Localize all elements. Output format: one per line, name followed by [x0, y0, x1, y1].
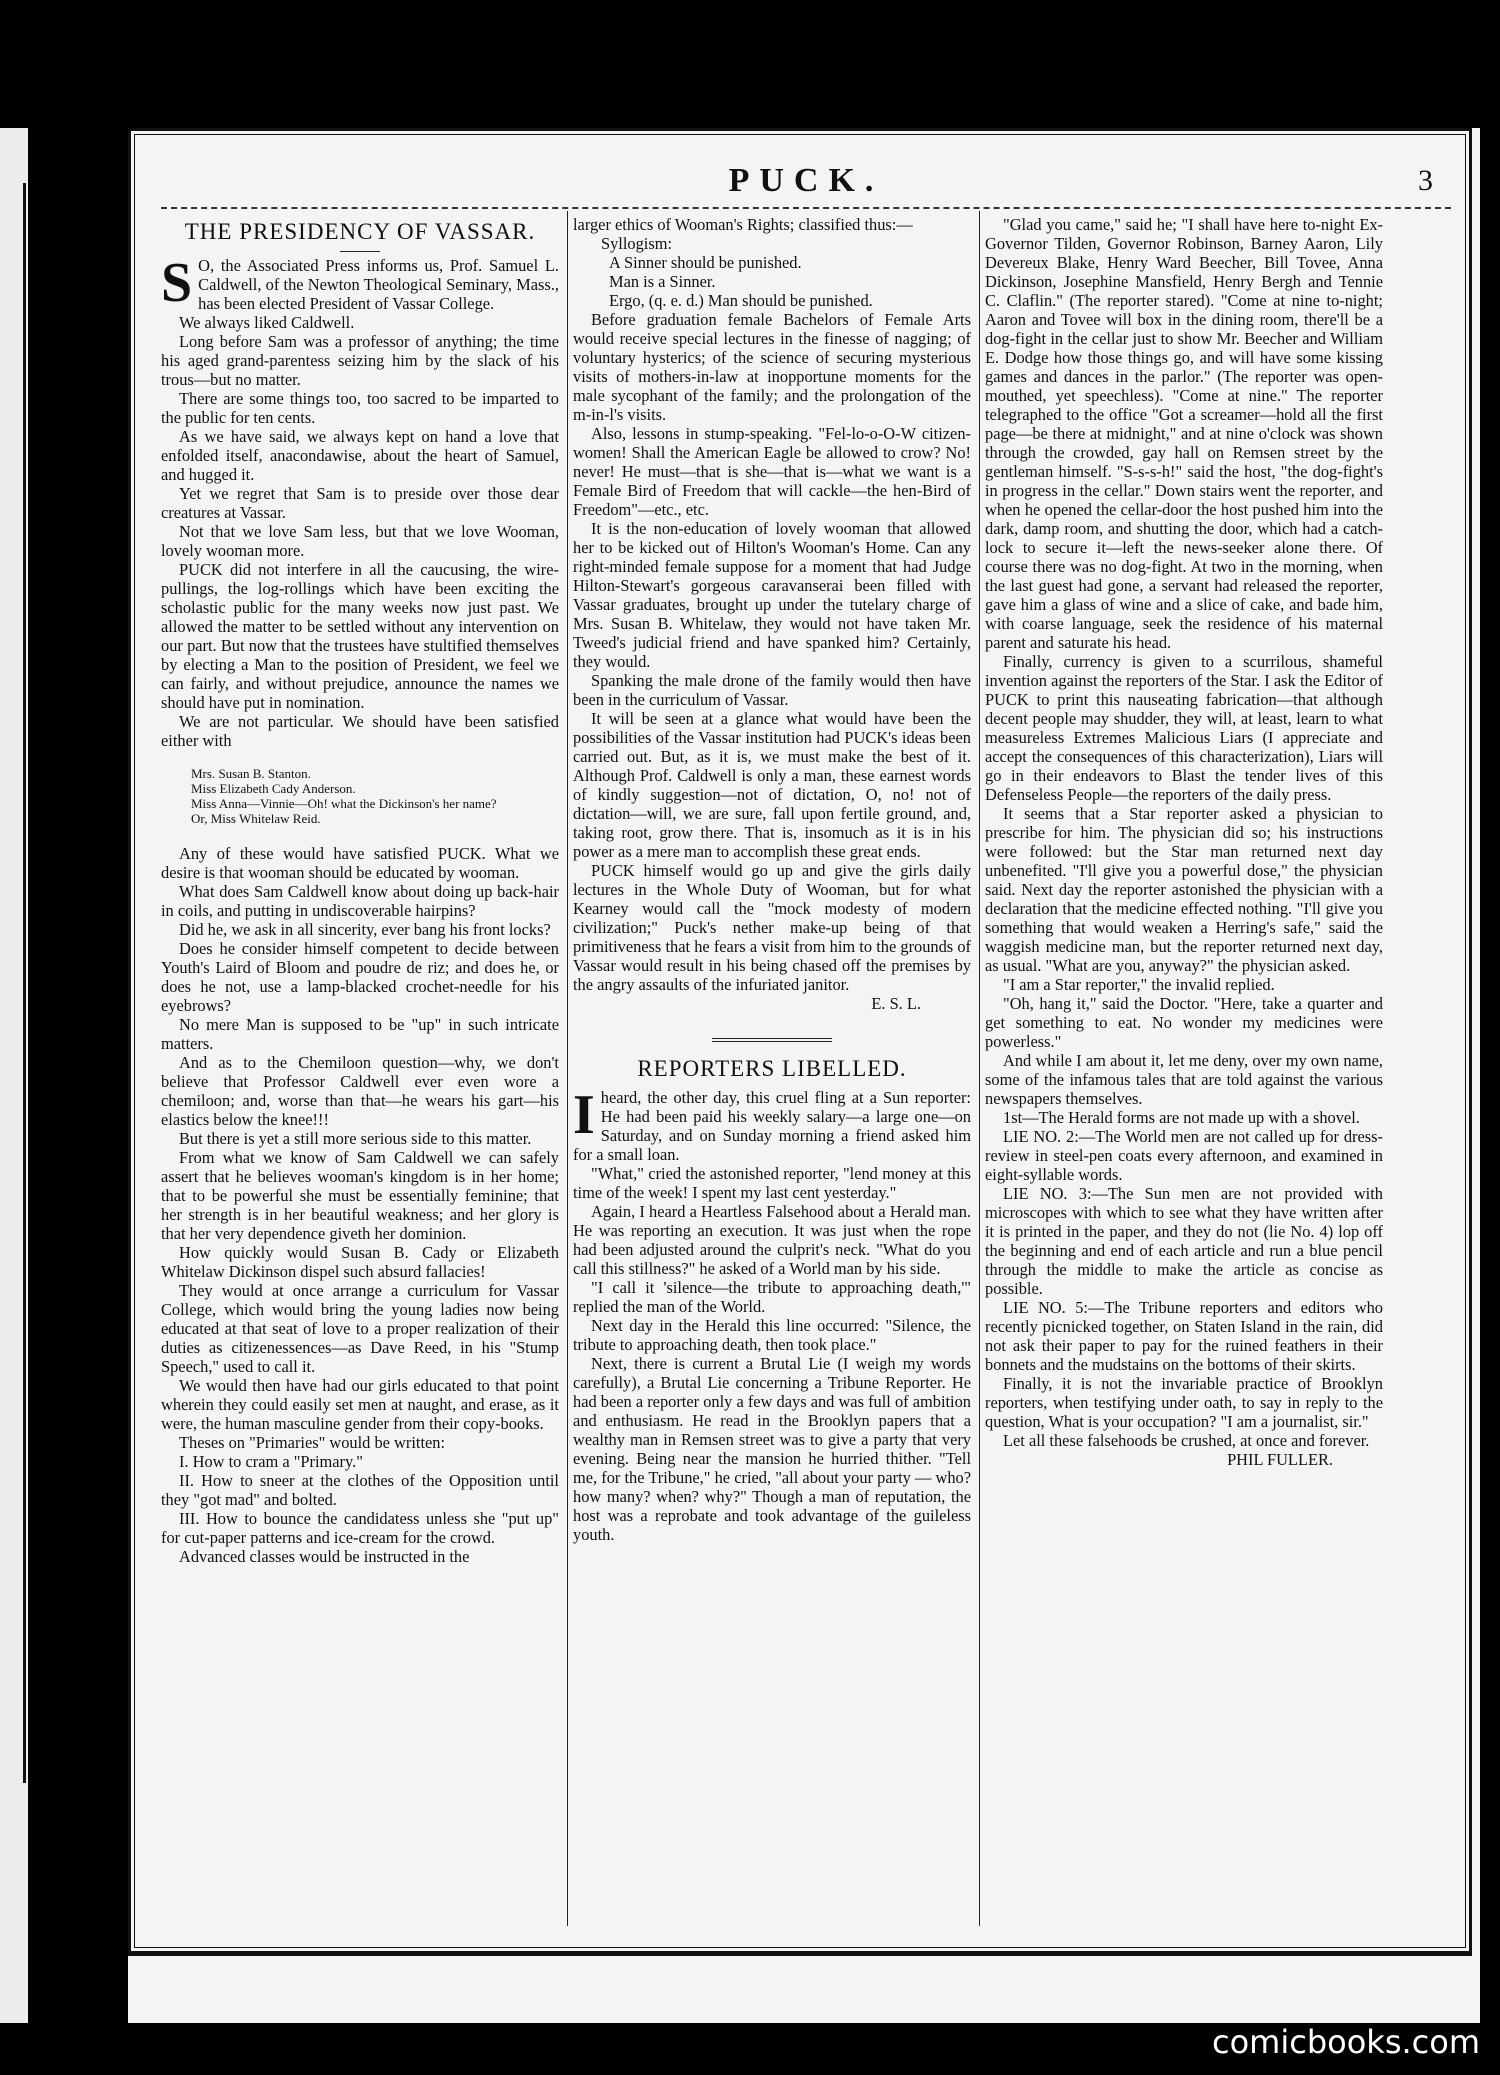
paragraph: Again, I heard a Heartless Falsehood about a Herald man. He was reporting an execution. It was just when the rope had been adjusted around the culprit's neck. "What do you call this stillness?" he asked of a World man by his side.	[573, 1202, 971, 1278]
paragraph: Long before Sam was a professor of anything; the time his aged grand-parentess seizing him by the slack of his trous—but no matter.	[161, 332, 559, 389]
paragraph: Not that we love Sam less, but that we love Wooman, lovely wooman more.	[161, 522, 559, 560]
drop-cap: S	[161, 252, 193, 314]
header-rule	[161, 207, 1451, 209]
paragraph: PUCK himself would go up and give the girls daily lectures in the Whole Duty of Wooman, but for what Kearney would call the "mock modesty of modern civilization;" Puck's nether make-up being of that primitiveness that he fears a visit from him to the grounds of Vassar would result in his being chased off the premises by the angry assaults of the infuriated janitor.	[573, 861, 971, 994]
paragraph: No mere Man is supposed to be "up" in such intricate matters.	[161, 1015, 559, 1053]
paragraph: "I am a Star reporter," the invalid replied.	[1003, 975, 1275, 994]
paragraph: We are not particular. We should have been satisfied either with	[161, 712, 559, 750]
paragraph: As we have said, we always kept on hand a love that enfolded itself, anacondawise, about the heart of Samuel, and hugged it.	[161, 427, 559, 484]
page-frame	[128, 128, 1472, 1954]
paragraph: We always liked Caldwell.	[179, 313, 355, 332]
article-title: THE PRESIDENCY OF VASSAR.	[184, 219, 536, 244]
paragraph: It is the non-education of lovely wooman that allowed her to be kicked out of Hilton's Wooman's Home. Can any right-minded female suppose for a moment that had Judge Hilton-Stewart's gorgeous caravanserai been filled with Vassar graduates, brought up under the tutelary charge of Mrs. Susan B. Whitelaw, they would not have taken Mr. Tweed's judicial friend and have spanked him? Certainly, they would.	[573, 519, 971, 671]
paragraph: And while I am about it, let me deny, over my own name, some of the infamous tales that are told against the various newspapers themselves.	[985, 1051, 1383, 1108]
page-number: 3	[1418, 164, 1433, 197]
paragraph: LIE NO. 5:—The Tribune reporters and editors who recently picnicked together, on Staten Island in the rain, did not ask their paper to pay for the ruined feathers in their bonnets and the mudstains on the bottoms of their skirts.	[985, 1298, 1383, 1374]
signature: PHIL FULLER.	[1227, 1450, 1333, 1469]
watermark: comicbooks.com	[1211, 2023, 1480, 2061]
column-rule	[567, 211, 568, 1926]
paragraph: Finally, currency is given to a scurrilous, shameful invention against the reporters of the Star. I ask the Editor of PUCK to print this nauseating fabrication—that although decent people may shudder, they will, at least, learn to what measureless Extremes Malicious Liars (I appreciate and accept the consequences of this characterization), Liars will go in their endeavors to Blast the tender lives of this Defenseless People—the reporters of the daily press.	[985, 652, 1383, 804]
section-divider	[573, 1027, 971, 1046]
paragraph: 1st—The Herald forms are not made up with a shovel.	[1003, 1108, 1360, 1127]
list-item: Or, Miss Whitelaw Reid.	[191, 811, 321, 826]
syllogism-line: A Sinner should be punished.	[609, 253, 802, 272]
paragraph: PUCK did not interfere in all the caucusing, the wire-pullings, the log-rollings which have been exciting the scholastic public for the many weeks now just past. We allowed the matter to be settled without any intervention on our part. But now that the trustees have stultified themselves by electing a Man to the position of President, we feel we can fairly, and without prejudice, announce the names we should have put in nomination.	[161, 560, 559, 712]
drop-cap: I	[573, 1084, 595, 1146]
bottom-rule	[128, 1954, 1472, 1956]
paragraph: Next day in the Herald this line occurred: "Silence, the tribute to approaching death, then took place."	[573, 1316, 971, 1354]
masthead: PUCK.	[728, 162, 884, 199]
list-item: Miss Anna—Vinnie—Oh! what the Dickinson's her name?	[191, 796, 497, 811]
paragraph: larger ethics of Wooman's Rights; classified thus:—	[573, 215, 913, 234]
paragraph-text: heard, the other day, this cruel fling at a Sun reporter: He had been paid his weekly salary—a large one—on Saturday, and on Sunday morning a friend asked him for a small loan.	[573, 1088, 971, 1164]
paragraph: Also, lessons in stump-speaking. "Fel-lo-o-O-W citizen-women! Shall the American Eagle be allowed to crow? No! never! He must—that is she—that is—what we want is a Female Bird of Freedom that will cackle—the hen-Bird of Freedom"—etc., etc.	[573, 424, 971, 519]
syllogism-line: Syllogism:	[601, 234, 673, 253]
paragraph: Before graduation female Bachelors of Female Arts would receive special lectures in the finesse of nagging; of voluntary hysterics; of the science of securing mysterious visits of mothers-in-law at inopportune moments for the male sycophant of the family; and the prolongation of the m-in-l's visits.	[573, 310, 971, 424]
previous-page-rule	[23, 183, 26, 1783]
paragraph: There are some things too, too sacred to be imparted to the public for ten cents.	[161, 389, 559, 427]
paragraph: I. How to cram a "Primary."	[179, 1452, 363, 1471]
paragraph: It will be seen at a glance what would have been the possibilities of the Vassar institution had PUCK's ideas been carried out. But, as it is, we must make the best of it. Although Prof. Caldwell is only a man, these earnest words of kindly suggestion—not of dictation, O, no! not of dictation—will, we are sure, fall upon fertile ground, and, taking root, grow there. That is, insomuch as it is in his power as a mere man to accomplish these great ends.	[573, 709, 971, 861]
paragraph	[573, 1084, 971, 1164]
list-item: Miss Elizabeth Cady Anderson.	[191, 781, 356, 796]
paragraph: Let all these falsehoods be crushed, at once and forever.	[1003, 1431, 1370, 1450]
paragraph: LIE NO. 3:—The Sun men are not provided with microscopes with which to see what they have written after it is printed in the paper, and they do not (lie No. 4) lop off the beginning and end of each article and run a blue pencil through the middle to make the article as concise as possible.	[985, 1184, 1383, 1298]
syllogism-line: Man is a Sinner.	[609, 272, 716, 291]
magazine-page	[128, 128, 1480, 2023]
nominee-list	[191, 766, 559, 826]
column-3	[985, 215, 1383, 1915]
paragraph: "Oh, hang it," said the Doctor. "Here, take a quarter and get something to eat. No wonder my medicines were powerless."	[985, 994, 1383, 1051]
page-header	[161, 161, 1451, 201]
paragraph: Any of these would have satisfied PUCK. What we desire is that wooman should be educated by wooman.	[161, 844, 559, 882]
paragraph: But there is yet a still more serious side to this matter.	[179, 1129, 532, 1148]
signature: E. S. L.	[871, 994, 921, 1013]
paragraph: Finally, it is not the invariable practice of Brooklyn reporters, when testifying under oath, to say in reply to the question, What is your occupation? "I am a journalist, sir."	[985, 1374, 1383, 1431]
syllogism-line: Ergo, (q. e. d.) Man should be punished.	[609, 291, 873, 310]
paragraph: Does he consider himself competent to decide between Youth's Laird of Bloom and poudre de riz; and does he, or does he not, use a lamp-blacked crochet-needle for his eyebrows?	[161, 939, 559, 1015]
paragraph: Next, there is current a Brutal Lie (I weigh my words carefully), a Brutal Lie concerning a Tribune Reporter. He had been a reporter only a few days and was full of ambition and enthusiasm. He read in the Brooklyn papers that a wealthy man in Remsen street was to give a party that very evening. Being near the mansion he hurried thither. "Tell me, for the Tribune," he cried, "all about your party — who? how many? when? why?" Though a man of reputation, the host was a reprobate and took advantage of the guileless youth.	[573, 1354, 971, 1544]
list-item: Mrs. Susan B. Stanton.	[191, 766, 311, 781]
column-rule	[979, 211, 980, 1926]
paragraph	[161, 252, 559, 314]
paragraph: Advanced classes would be instructed in the	[179, 1547, 470, 1566]
article-title: REPORTERS LIBELLED.	[637, 1056, 907, 1081]
paragraph: Did he, we ask in all sincerity, ever bang his front locks?	[179, 920, 551, 939]
paragraph: LIE NO. 2:—The World men are not called up for dress-review in steel-pen coats every afternoon, and examined in eight-syllable words.	[985, 1127, 1383, 1184]
paragraph: How quickly would Susan B. Cady or Elizabeth Whitelaw Dickinson dispel such absurd fallacies!	[161, 1243, 559, 1281]
column-1	[161, 215, 559, 1915]
paragraph: "Glad you came," said he; "I shall have here to-night Ex-Governor Tilden, Governor Robinson, Barney Aaron, Lily Devereux Blake, Henry Ward Beecher, Bill Tovee, Anna Dickinson, Josephine Mansfield, Henry Bergh and Tennie C. Claflin." (The reporter stared). "Come at nine to-night; Aaron and Tovee will box in the dining room, there'll be a dog-fight in the cellar just to show Mr. Beecher and William E. Dodge how those things go, and will have some kissing games and dances in the parlor." (The reporter was open-mouthed, yet speechless). "Come at nine." The reporter telegraphed to the office "Got a screamer—hold all the first page—be there at midnight," and at nine o'clock was shown through the crowded, gay hall on Remsen street by the gentleman himself. "S-s-s-h!" said the host, "the dog-fight's in progress in the cellar." Down stairs went the reporter, and when he opened the cellar-door the host pushed him into the dark, damp room, and shutting the door, which had a catch-lock to secure it—left the news-seeker alone there. Of course there was no dog-fight. At two in the morning, when the last guest had gone, a servant had released the reporter, gave him a glass of wine and a slice of cake, and bade him, with coarse language, seek the residence of his maternal parent and saturate his head.	[985, 215, 1383, 652]
paragraph: It seems that a Star reporter asked a physician to prescribe for him. The physician did so; his instructions were followed: but the Star man returned next day unbenefited. "I'll give you a powerful dose," the physician said. Next day the reporter astonished the physician with a declaration that the medicine effected nothing. "I'll give you something that would weaken a Herring's safe," said the waggish medicine man, but the reporter returned next day, as usual. "What are you, anyway?" the physician asked.	[985, 804, 1383, 975]
title-rule	[340, 251, 380, 252]
paragraph: Spanking the male drone of the family would then have been in the curriculum of Vassar.	[573, 671, 971, 709]
paragraph: We would then have had our girls educated to that point wherein they could easily set men at naught, and erase, as it were, the human masculine gender from their copy-books.	[161, 1376, 559, 1433]
paragraph: Yet we regret that Sam is to preside over those dear creatures at Vassar.	[161, 484, 559, 522]
paragraph: II. How to sneer at the clothes of the Opposition until they "got mad" and bolted.	[161, 1471, 559, 1509]
paragraph: What does Sam Caldwell know about doing up back-hair in coils, and putting in undiscoverable hairpins?	[161, 882, 559, 920]
previous-page-edge	[0, 128, 28, 2023]
paragraph: From what we know of Sam Caldwell we can safely assert that he believes wooman's kingdom is in her home; that to be powerful she must be essentially feminine; that her strength is in her beautiful weakness; and her glory is that her very dependence giveth her dominion.	[161, 1148, 559, 1243]
paragraph: "I call it 'silence—the tribute to approaching death,'" replied the man of the World.	[573, 1278, 971, 1316]
paragraph: They would at once arrange a curriculum for Vassar College, which would bring the young ladies now being educated at that seat of love to a proper realization of their duties as citizenessences—as Dave Reed, in his "Stump Speech," used to call it.	[161, 1281, 559, 1376]
paragraph: And as to the Chemiloon question—why, we don't believe that Professor Caldwell ever even wore a chemiloon; and, worse than that—he wears his gart—his elastics below the knee!!!	[161, 1053, 559, 1129]
paragraph: III. How to bounce the candidatess unless she "put up" for cut-paper patterns and ice-cream for the crowd.	[161, 1509, 559, 1547]
paragraph: "What," cried the astonished reporter, "lend money at this time of the week! I spent my last cent yesterday."	[573, 1164, 971, 1202]
paragraph-text: O, the Associated Press informs us, Prof. Samuel L. Caldwell, of the Newton Theological Seminary, Mass., has been elected President of Vassar College.	[198, 256, 559, 313]
column-2	[573, 215, 971, 1915]
paragraph: Theses on "Primaries" would be written:	[179, 1433, 446, 1452]
